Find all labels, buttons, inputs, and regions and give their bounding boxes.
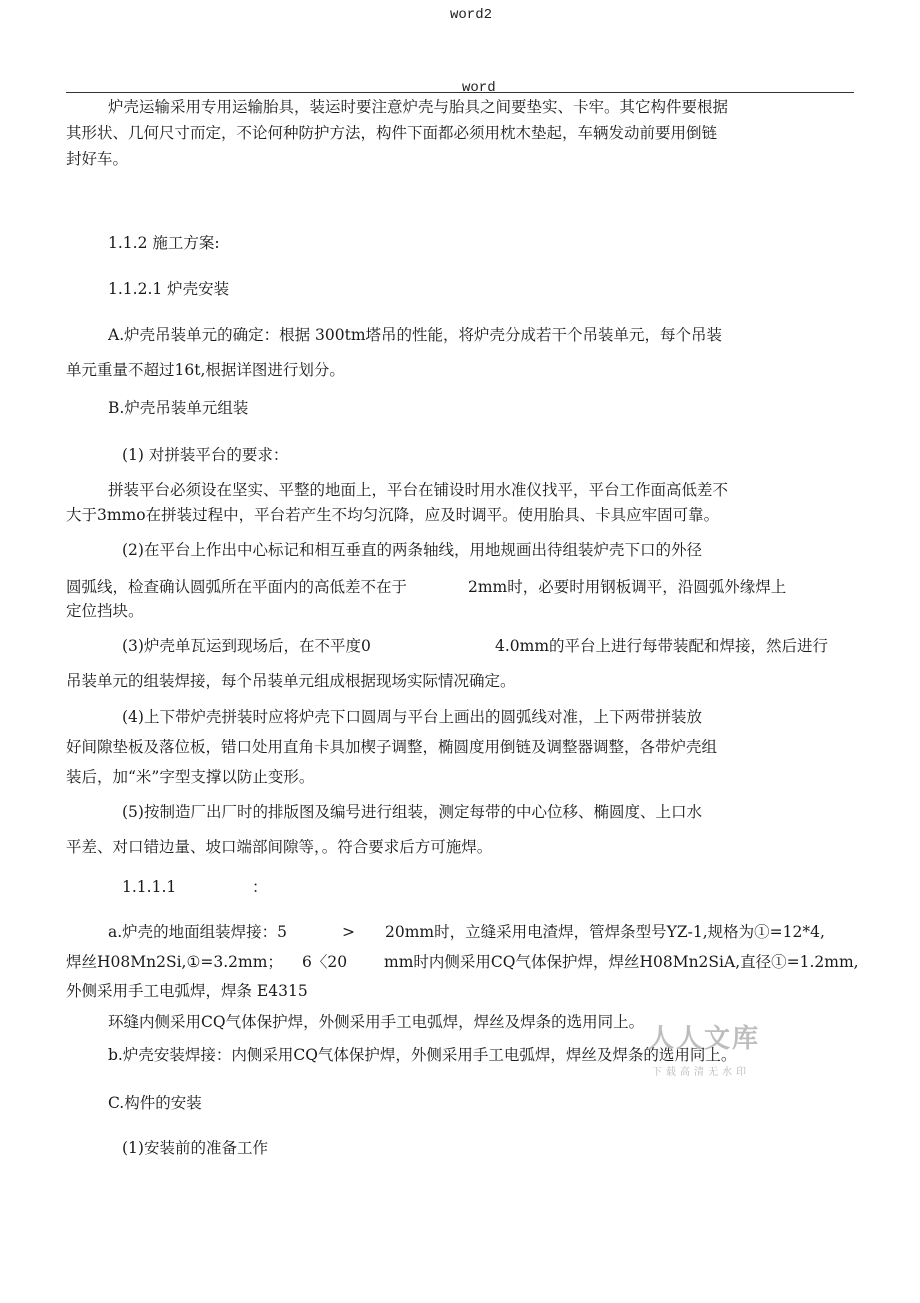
paragraph-line: mm时内侧采用CQ气体保护焊，焊丝H08Mn2SiA,直径①=1.2mm, [384,953,859,971]
subsection-heading: B.炉壳吊装单元组装 [108,399,249,417]
watermark-logo: 人人文库 [648,1024,761,1054]
paragraph-line: > [342,923,355,941]
paragraph-line: 平差、对口错边量、坡口端部间隙等，。符合要求后方可施焊。 [66,838,493,856]
section-heading-colon: ： [252,878,268,896]
paragraph-line: 20mm时，立缝采用电渣焊，管焊条型号YZ-1,规格为①=12*4, [385,923,825,941]
paragraph-line: 单元重量不超过16t,根据详图进行划分。 [66,361,345,379]
section-heading: 1.1.1.1 [122,878,177,896]
paragraph-line: 环缝内侧采用CQ气体保护焊，外侧采用手工电弧焊，焊丝及焊条的选用同上。 [108,1013,645,1031]
paragraph-line: b.炉壳安装焊接：内侧采用CQ气体保护焊，外侧采用手工电弧焊，焊丝及焊条的选用同上。 [108,1046,737,1064]
section-heading: 1.1.2 施工方案: [108,234,220,252]
paragraph-line: a.炉壳的地面组装焊接：5 [108,923,288,941]
item-heading: (1)安装前的准备工作 [122,1139,268,1157]
page-header-title: word2 [450,7,493,23]
subsection-heading: C.构件的安装 [108,1094,202,1112]
paragraph-line: 圆弧线，检查确认圆弧所在平面内的高低差不在于 [66,578,408,596]
watermark-subtitle: 下载高清无水印 [652,1067,750,1078]
page-header-sub: word [462,80,496,96]
paragraph-line: 大于3mmo在拼装过程中，平台若产生不均匀沉降，应及时调平。使用胎具、卡具应牢固可靠。 [66,506,720,524]
item-heading: (1) 对拼装平台的要求： [122,446,289,464]
paragraph-line: 装后，加“米”字型支撑以防止变形。 [66,768,315,786]
header-rule [66,92,854,93]
paragraph-line: (3)炉壳单瓦运到现场后，在不平度0 [122,637,371,655]
paragraph-line: 封好车。 [66,150,129,168]
section-heading: 1.1.2.1 炉壳安装 [108,280,230,298]
paragraph-line: 其形状、几何尺寸而定，不论何种防护方法，构件下面都必须用枕木垫起，车辆发动前要用倒链 [66,124,718,142]
paragraph-line: 定位挡块。 [66,602,144,620]
paragraph-line: (2)在平台上作出中心标记和相互垂直的两条轴线，用地规画出待组装炉壳下口的外径 [122,541,702,559]
paragraph-line: A.炉壳吊装单元的确定：根据 300tm塔吊的性能，将炉壳分成若干个吊装单元，每个吊装 [108,326,723,344]
paragraph-line: (5)按制造厂出厂时的排版图及编号进行组装，测定每带的中心位移、椭圆度、上口水 [122,803,702,821]
paragraph-line: (4)上下带炉壳拼装时应将炉壳下口圆周与平台上画出的圆弧线对准，上下两带拼装放 [122,708,702,726]
paragraph-line: 4.0mm的平台上进行每带装配和焊接，然后进行 [495,637,829,655]
paragraph-line: 拼装平台必须设在坚实、平整的地面上，平台在铺设时用水准仪找平，平台工作面高低差不 [108,481,729,499]
paragraph-line: 2mm时，必要时用钢板调平，沿圆弧外缘焊上 [468,578,787,596]
paragraph-line: 6〈20 [302,953,348,971]
paragraph-line: 吊装单元的组装焊接，每个吊装单元组成根据现场实际情况确定。 [66,672,516,690]
paragraph-line: 外侧采用手工电弧焊，焊条 E4315 [66,982,308,1000]
paragraph-line: 好间隙垫板及落位板，错口处用直角卡具加楔子调整，椭圆度用倒链及调整器调整，各带炉壳组 [66,738,718,756]
paragraph-line: 炉壳运输采用专用运输胎具，装运时要注意炉壳与胎具之间要垫实、卡牢。其它构件要根据 [108,98,729,116]
paragraph-line: 焊丝H08Mn2Si,①=3.2mm； [66,953,283,971]
